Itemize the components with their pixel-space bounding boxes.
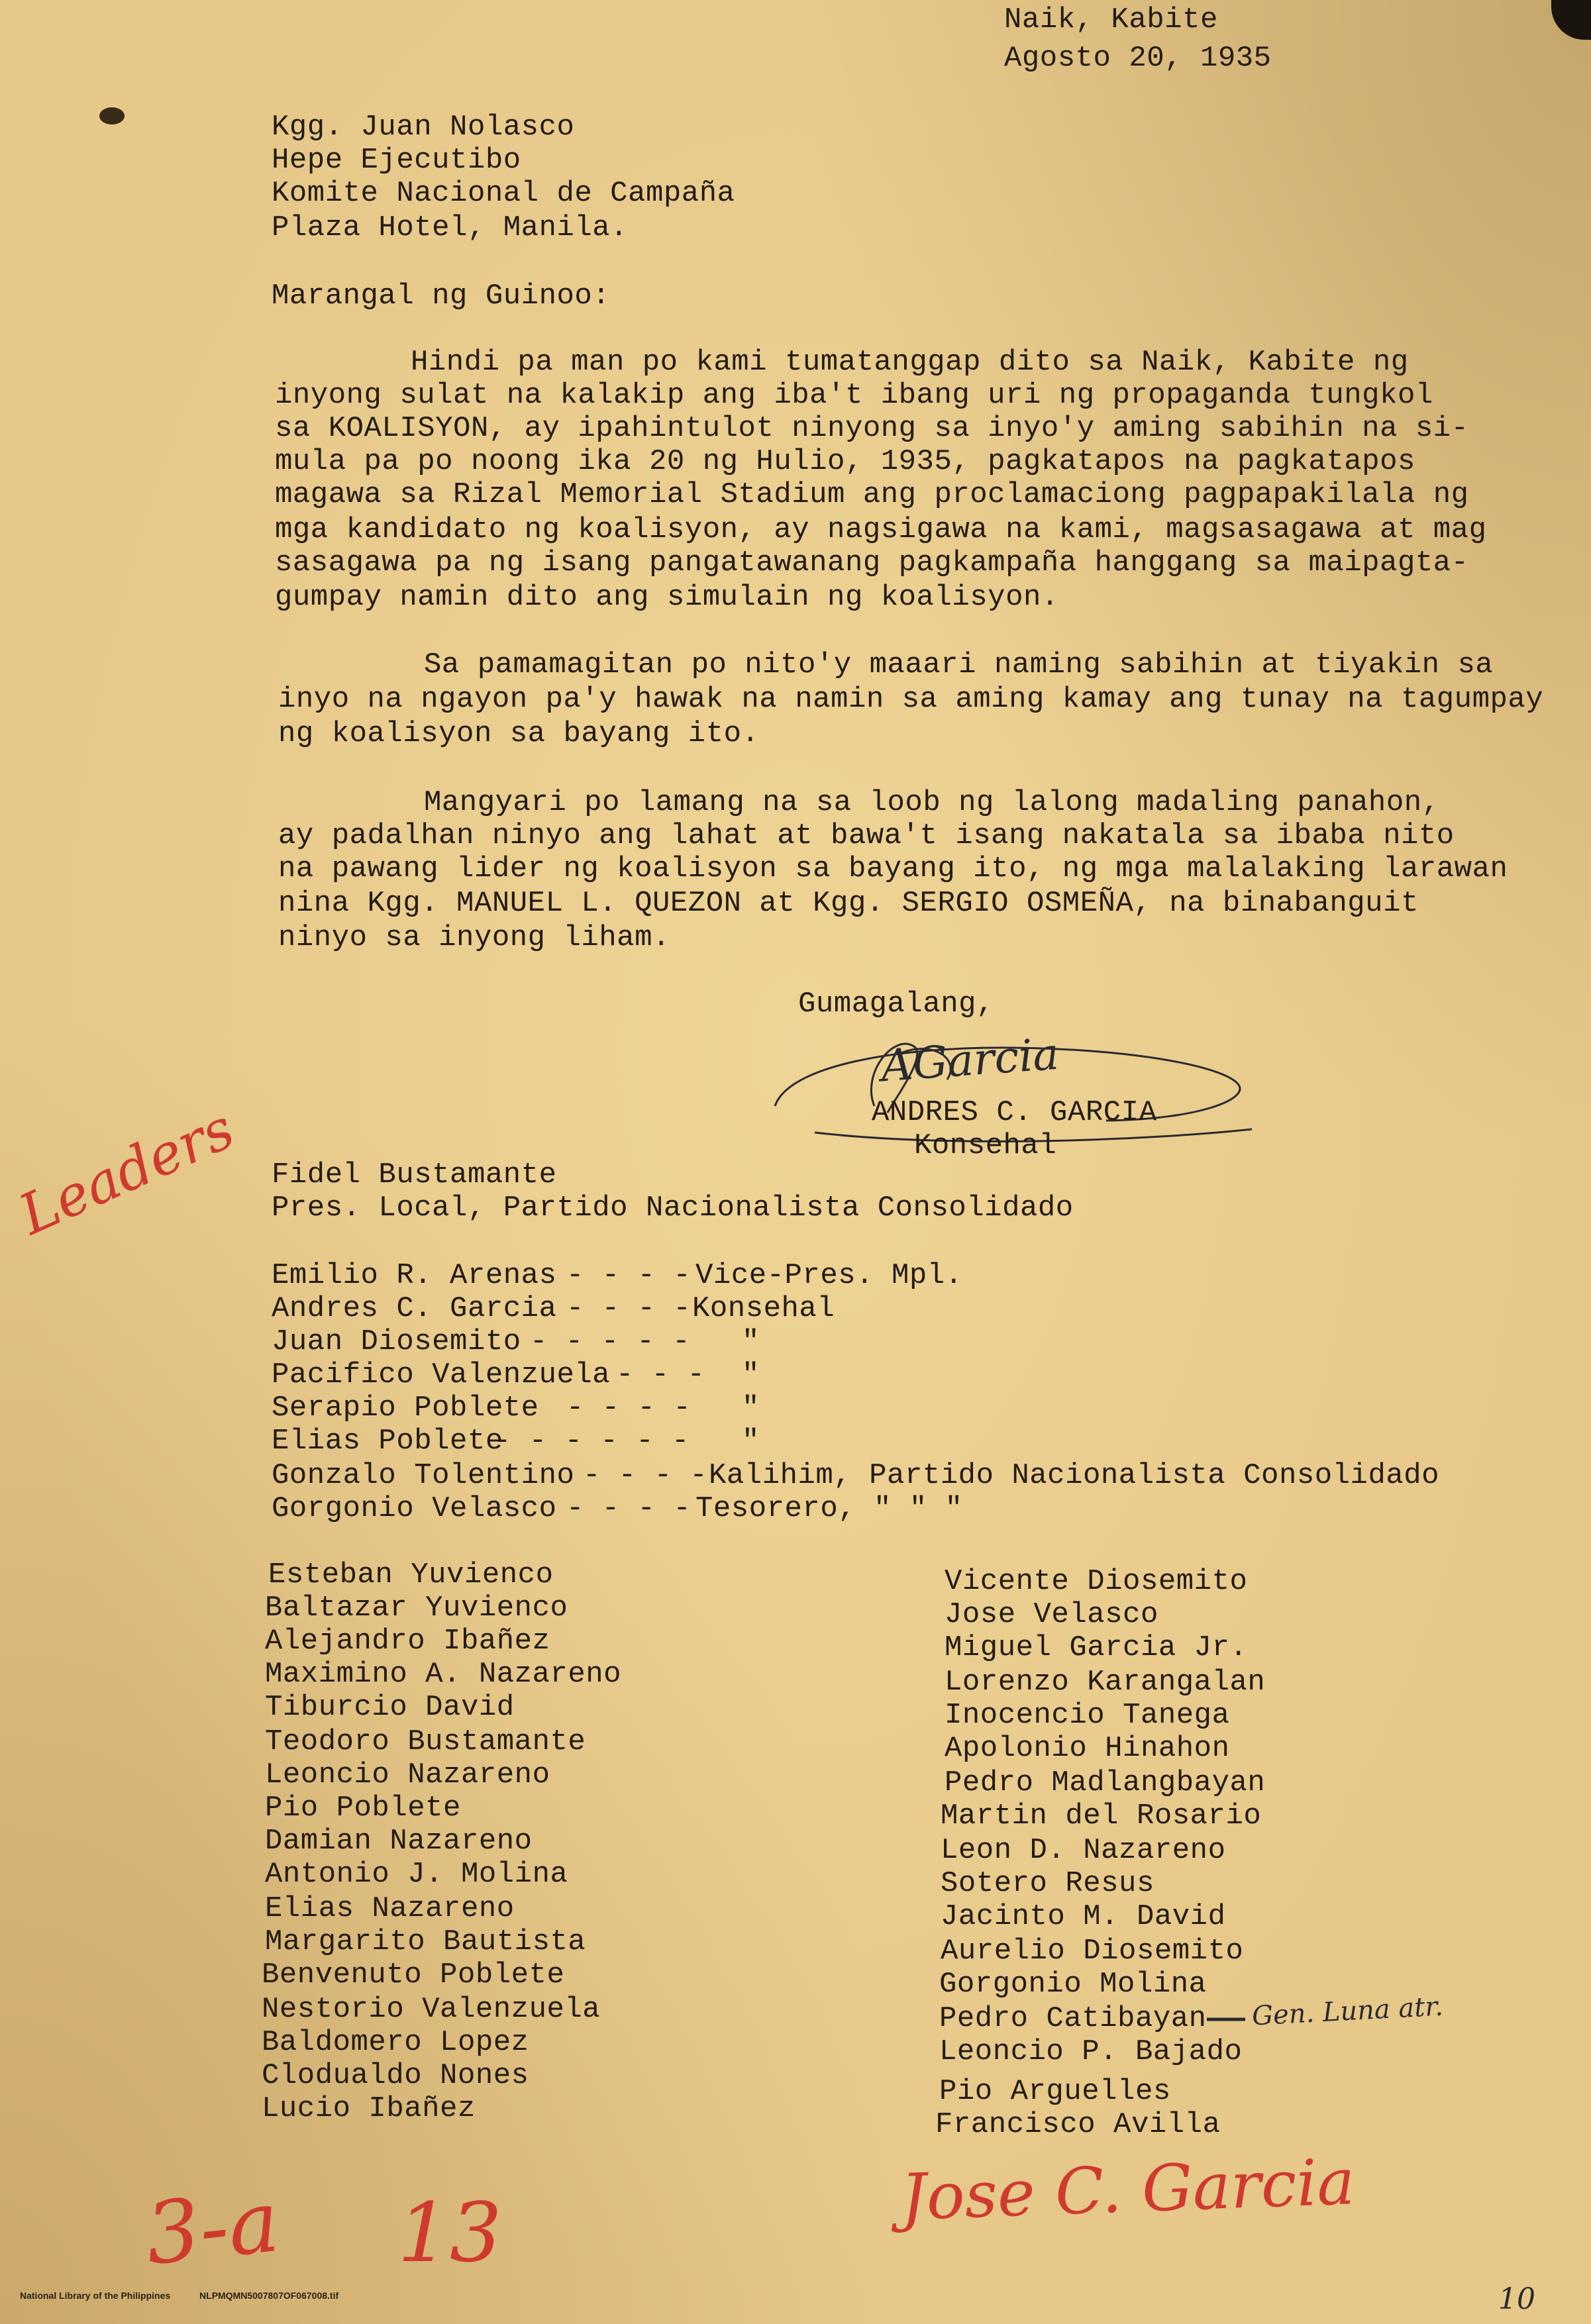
body-line: gumpay namin dito ang simulain ng koalisyon. xyxy=(275,581,1059,614)
member-name: Vicente Diosemito xyxy=(945,1565,1248,1598)
officer-name: Serapio Poblete xyxy=(272,1391,539,1425)
member-name: Pedro Madlangbayan xyxy=(945,1766,1266,1799)
member-name: Jacinto M. David xyxy=(941,1900,1226,1933)
red-signature-jose-garcia: Jose C. Garcia xyxy=(899,2145,1357,2235)
ink-blot xyxy=(99,107,125,125)
margin-note-leaders: Leaders xyxy=(9,1095,244,1248)
note-dash xyxy=(1207,2016,1247,2023)
member-name: Inocencio Tanega xyxy=(945,1699,1230,1732)
officer-position: " xyxy=(742,1358,760,1391)
officer-dashes: - - - - xyxy=(583,1459,708,1492)
officer-position: Kalihim, Partido Nacionalista Consolidado xyxy=(709,1459,1440,1492)
addressee-line: Kgg. Juan Nolasco xyxy=(272,111,575,144)
member-name: Leoncio P. Bajado xyxy=(939,2035,1243,2068)
officer-position: Konsehal xyxy=(692,1292,835,1325)
body-line: Sa pamamagitan po nito'y maaari naming sabihin at tiyakin sa xyxy=(424,648,1494,682)
officer-position: " xyxy=(742,1325,760,1358)
member-name: Miguel Garcia Jr. xyxy=(945,1631,1248,1664)
member-name: Baldomero Lopez xyxy=(262,2026,529,2059)
officer-name: Gorgonio Velasco xyxy=(272,1492,557,1525)
member-name: Aurelio Diosemito xyxy=(941,1935,1244,1968)
member-name: Tiburcio David xyxy=(265,1691,515,1724)
salutation: Marangal ng Guinoo: xyxy=(272,279,611,313)
officer-position: " xyxy=(742,1425,760,1458)
addressee-line: Plaza Hotel, Manila. xyxy=(272,211,629,244)
member-name: Benvenuto Poblete xyxy=(262,1958,565,1992)
body-line: ng koalisyon sa bayang ito. xyxy=(278,717,760,750)
officer-position: Tesorero, " " " xyxy=(695,1492,963,1525)
member-name: Esteban Yuvienco xyxy=(268,1558,554,1591)
member-name: Elias Nazareno xyxy=(265,1892,515,1925)
member-name: Maximino A. Nazareno xyxy=(265,1658,622,1691)
signer-title: Konsehal xyxy=(914,1129,1057,1162)
body-line: mga kandidato ng koalisyon, ay nagsigawa na kami, magsasagawa at mag xyxy=(275,513,1487,546)
officer-dashes: - - - - xyxy=(566,1492,692,1525)
member-name: Leoncio Nazareno xyxy=(265,1758,550,1792)
handwritten-note-catibayan: Gen. Luna atr. xyxy=(1251,1991,1444,2032)
member-name: Martin del Rosario xyxy=(941,1799,1262,1833)
letter-place: Naik, Kabite xyxy=(1004,3,1218,36)
officer-dashes: - - - - - xyxy=(530,1325,691,1358)
red-number-13: 13 xyxy=(397,2186,502,2281)
member-name: Sotero Resus xyxy=(941,1867,1155,1900)
body-line: mula pa po noong ika 20 ng Hulio, 1935, pagkatapos na pagkatapos xyxy=(275,445,1415,478)
red-mark-3a: 3-a xyxy=(140,2172,284,2285)
member-name: Alejandro Ibañez xyxy=(265,1625,550,1658)
officer-name: Andres C. Garcia xyxy=(272,1292,557,1325)
officer-dashes: - - - xyxy=(616,1358,705,1391)
body-line: inyong sulat na kalakip ang iba't ibang uri ng propaganda tungkol xyxy=(275,379,1433,412)
officer-name: Emilio R. Arenas xyxy=(272,1259,557,1292)
member-name: Apolonio Hinahon xyxy=(945,1732,1230,1765)
closing: Gumagalang, xyxy=(798,987,994,1021)
corner-page-number: 10 xyxy=(1498,2282,1535,2316)
letter-date: Agosto 20, 1935 xyxy=(1004,42,1272,75)
body-line: sa KOALISYON, ay ipahintulot ninyong sa inyo'y aming sabihin na si- xyxy=(275,412,1469,445)
officer-name: Pacifico Valenzuela xyxy=(272,1358,611,1391)
member-name: Teodoro Bustamante xyxy=(265,1725,586,1758)
officer-name: Gonzalo Tolentino xyxy=(272,1459,575,1492)
body-line: ay padalhan ninyo ang lahat at bawa't isang nakatala sa ibaba nito xyxy=(278,819,1455,852)
member-name: Margarito Bautista xyxy=(265,1925,586,1958)
member-name: Leon D. Nazareno xyxy=(941,1834,1226,1867)
scan-footer xyxy=(20,2290,1563,2301)
body-line: Mangyari po lamang na sa loob ng lalong madaling panahon, xyxy=(424,786,1440,819)
signature-scrawl: AGarcia xyxy=(879,1028,1061,1092)
member-name: Jose Velasco xyxy=(945,1598,1158,1631)
president-title: Pres. Local, Partido Nacionalista Consolidado xyxy=(272,1191,1074,1225)
member-name: Francisco Avilla xyxy=(935,2108,1221,2141)
body-line: na pawang lider ng koalisyon sa bayang ito, ng mga malalaking larawan xyxy=(278,852,1508,885)
member-name: Nestorio Valenzuela xyxy=(262,1993,601,2026)
body-line: ninyo sa inyong liham. xyxy=(278,921,670,954)
body-line: magawa sa Rizal Memorial Stadium ang proclamaciong pagpapakilala ng xyxy=(275,478,1469,511)
body-line: Hindi pa man po kami tumatanggap dito sa Naik, Kabite ng xyxy=(411,346,1409,379)
officer-dashes: - - - - xyxy=(566,1391,692,1425)
officer-position: " xyxy=(742,1391,760,1425)
officer-dashes: - - - - - - xyxy=(493,1425,690,1458)
member-name: Lorenzo Karangalan xyxy=(945,1666,1266,1699)
member-name: Clodualdo Nones xyxy=(262,2059,529,2092)
corner-stain xyxy=(1551,0,1591,40)
footer-file-id: NLPMQMN5007807OF067008.tif xyxy=(199,2290,339,2301)
officer-name: Elias Poblete xyxy=(272,1425,503,1458)
member-name: Pio Poblete xyxy=(265,1792,461,1825)
officer-dashes: - - - - xyxy=(566,1259,692,1292)
footer-library: National Library of the Philippines xyxy=(20,2290,171,2301)
body-line: inyo na ngayon pa'y hawak na namin sa aming kamay ang tunay na tagumpay xyxy=(278,683,1544,716)
addressee-line: Komite Nacional de Campaña xyxy=(272,177,735,210)
member-name: Baltazar Yuvienco xyxy=(265,1591,568,1625)
member-name: Damian Nazareno xyxy=(265,1825,533,1858)
member-name: Lucio Ibañez xyxy=(262,2092,476,2125)
officer-name: Juan Diosemito xyxy=(272,1325,521,1358)
member-name: Pedro Catibayan xyxy=(939,2002,1207,2035)
officer-position: Vice-Pres. Mpl. xyxy=(695,1259,963,1292)
member-name: Pio Arguelles xyxy=(939,2075,1171,2108)
member-name: Antonio J. Molina xyxy=(265,1858,568,1891)
addressee-line: Hepe Ejecutibo xyxy=(272,144,521,177)
president-name: Fidel Bustamante xyxy=(272,1158,557,1191)
body-line: nina Kgg. MANUEL L. QUEZON at Kgg. SERGIO OSMEÑA, na binabanguit xyxy=(278,887,1419,920)
signer-name: ANDRES C. GARCIA xyxy=(872,1096,1157,1129)
body-line: sasagawa pa ng isang pangatawanang pagkampaña hanggang sa maipagta- xyxy=(275,546,1469,580)
member-name: Gorgonio Molina xyxy=(939,1968,1207,2001)
officer-dashes: - - - - xyxy=(566,1292,692,1325)
